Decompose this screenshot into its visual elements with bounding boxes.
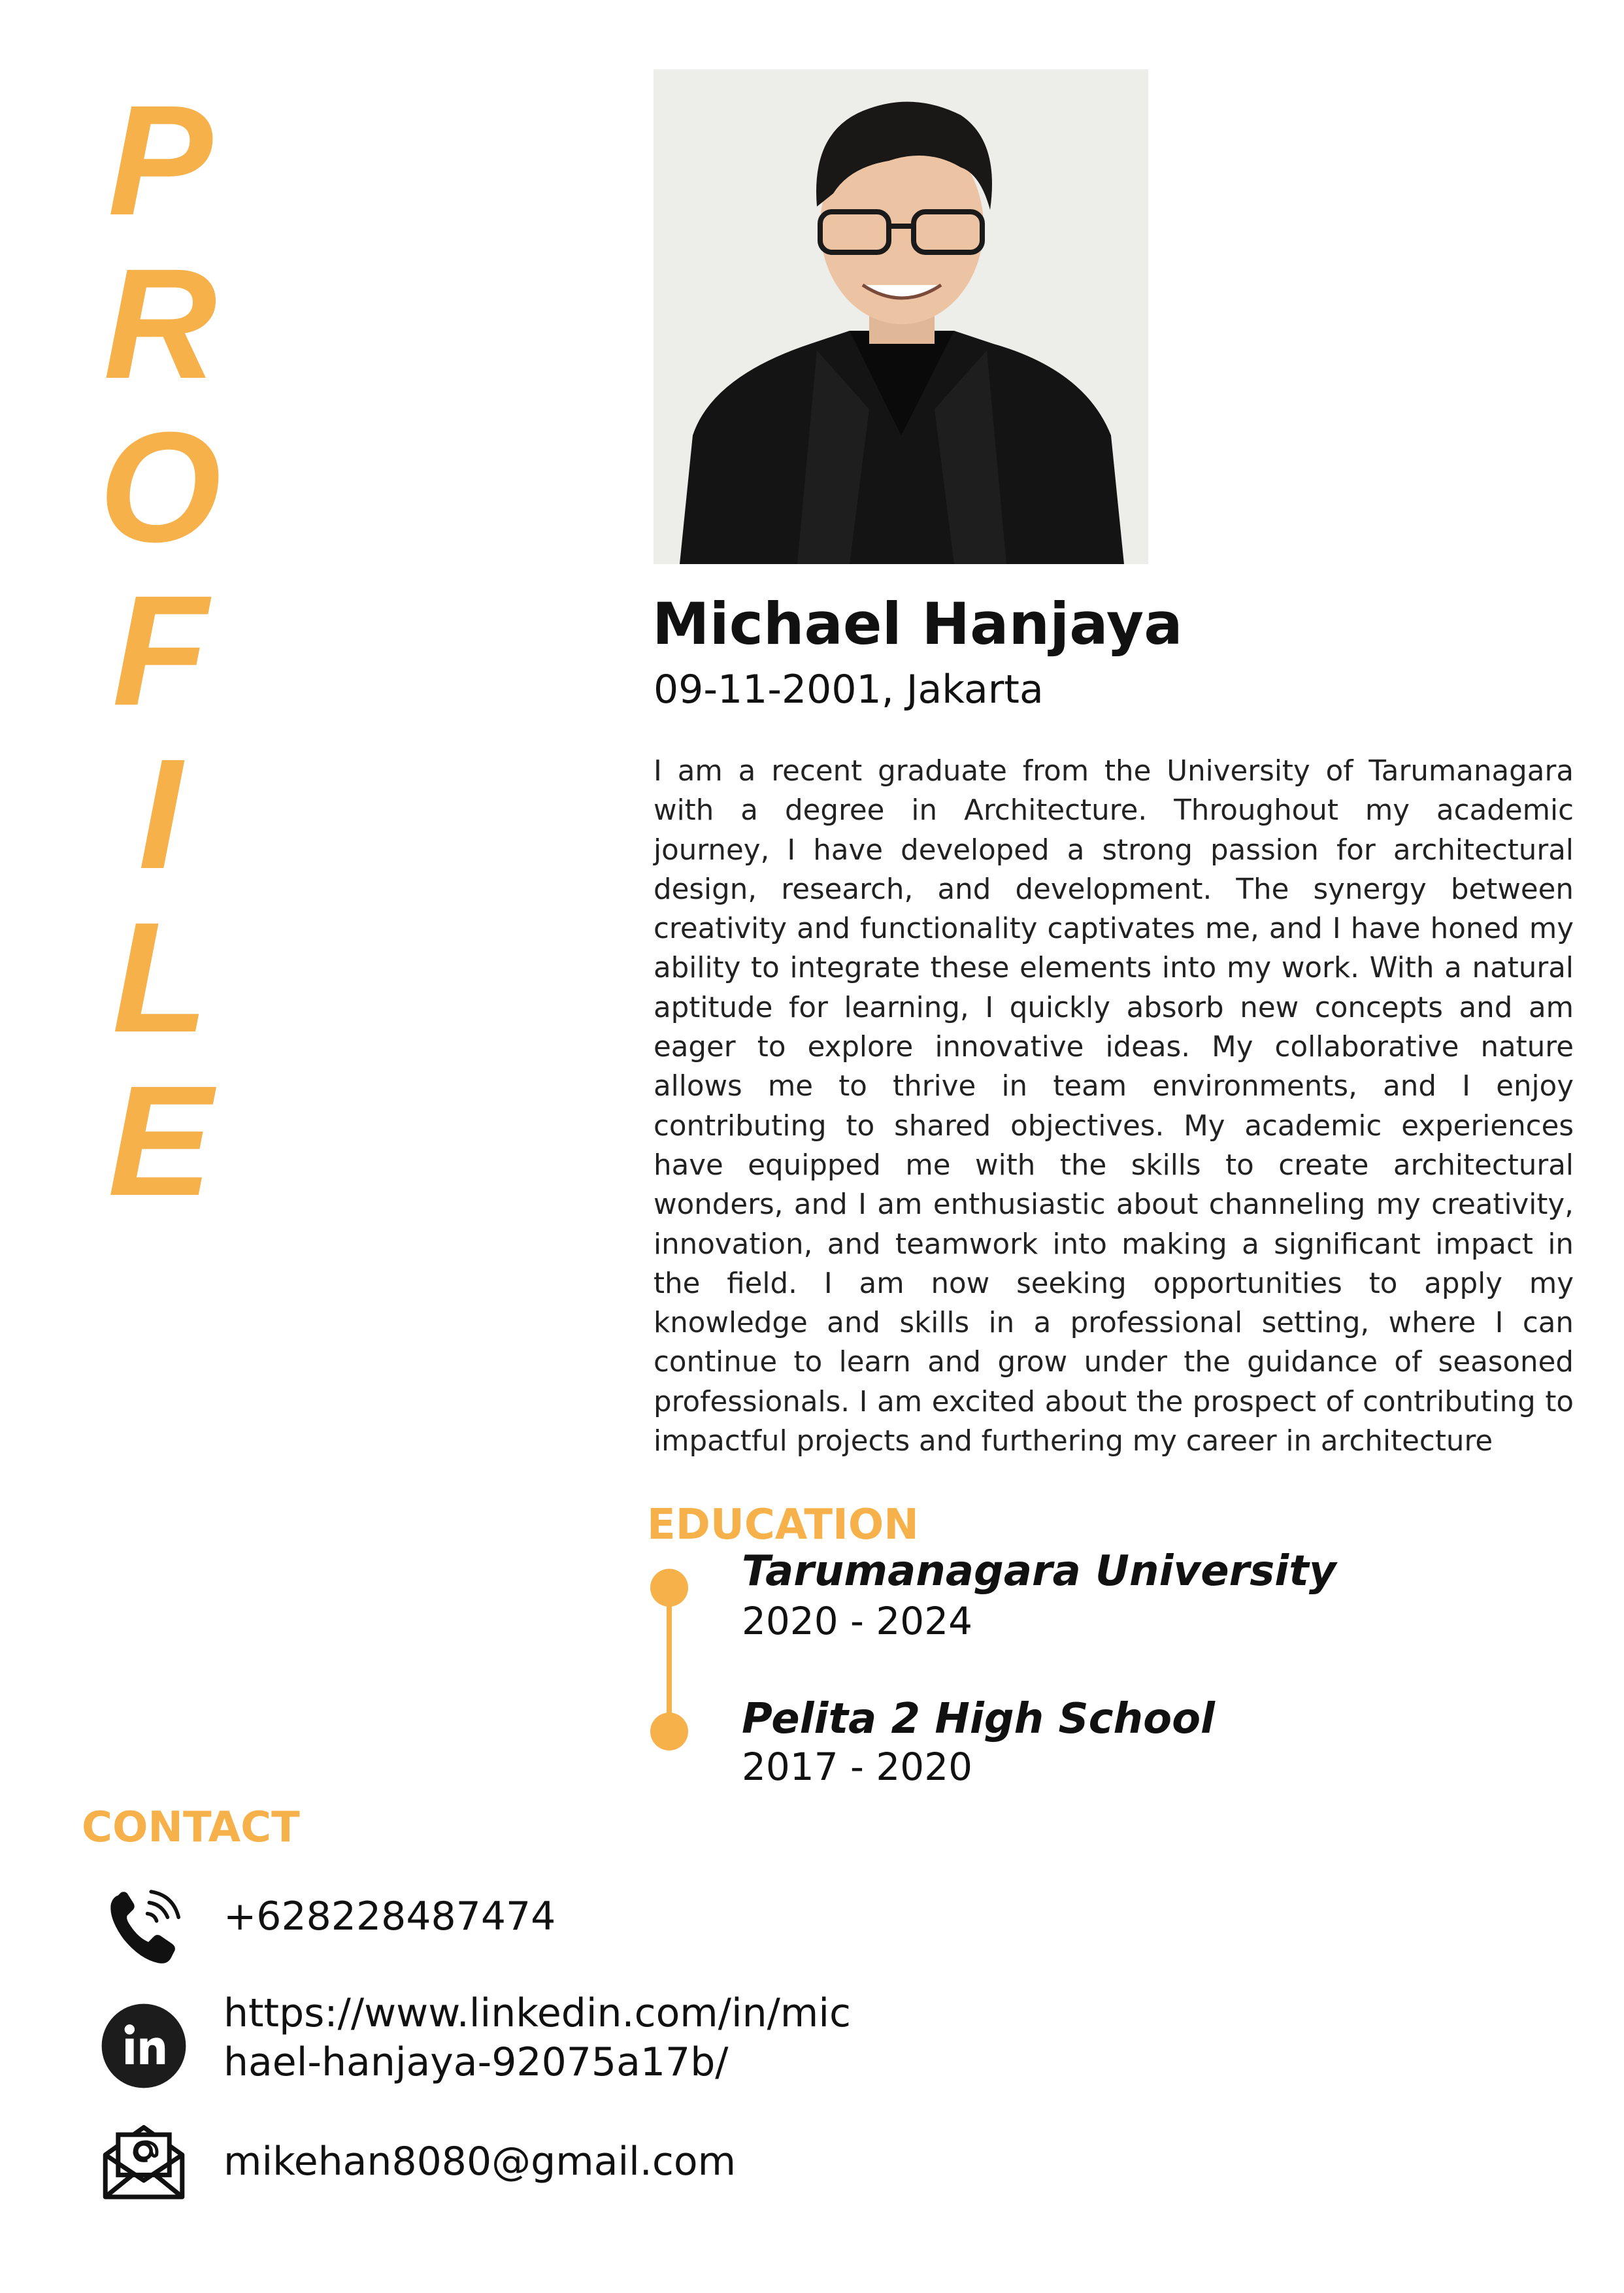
title-letter: L [112, 890, 208, 1065]
timeline-dot [650, 1713, 688, 1750]
education-timeline-line [667, 1588, 672, 1731]
education-school: Tarumanagara University [742, 1547, 1336, 1596]
education-years: 2020 - 2024 [742, 1599, 973, 1643]
title-letter: F [112, 563, 208, 738]
title-letter: P [107, 73, 213, 248]
mail-icon [98, 2115, 190, 2206]
person-name: Michael Hanjaya [652, 590, 1183, 658]
profile-photo [654, 69, 1148, 564]
education-heading: EDUCATION [647, 1501, 919, 1549]
title-letter: E [107, 1053, 213, 1228]
linkedin-icon [98, 2000, 190, 2092]
timeline-dot [650, 1569, 688, 1607]
profile-bio: I am a recent graduate from the University of Tarumanagara with a degree in Architecture. Throughout my academic journey, I have developed a strong passion for architectural design, research, and development. The synergy between creativity and functionality captivates me, and I have honed my ability to integrate these elements into my work. With a natural aptitude for learning, I quickly absorb new concepts and am eager to explore innovative ideas. My collaborative nature allows me to thrive in team environments, and I enjoy contributing to shared objectives. My academic experiences have equipped me with the skills to create architectural wonders, and I am enthusiastic about channeling my creativity, innovation, and teamwork into making a significant impact in the field. I am now seeking opportunities to apply my knowledge and skills in a professional setting, where I can continue to learn and grow under the guidance of seasoned professionals. I am excited about the prospect of contributing to impactful projects and furthering my career in architecture [654, 755, 1574, 1458]
education-years: 2017 - 2020 [742, 1745, 973, 1789]
title-letter: O [99, 399, 222, 575]
title-letter: I [138, 726, 182, 901]
contact-heading: CONTACT [82, 1803, 300, 1852]
phone-number: +628228487474 [224, 1894, 556, 1939]
title-letter: R [103, 236, 217, 411]
email-address[interactable]: mikehan8080@gmail.com [224, 2139, 737, 2184]
birth-date-place: 09-11-2001, Jakarta [654, 667, 1044, 712]
profile-vertical-title [85, 73, 235, 1228]
phone-icon [98, 1883, 190, 1974]
education-school: Pelita 2 High School [742, 1695, 1215, 1743]
linkedin-url[interactable]: https://www.linkedin.com/in/michael-hanjaya-92075a17b/ [224, 1990, 851, 2085]
